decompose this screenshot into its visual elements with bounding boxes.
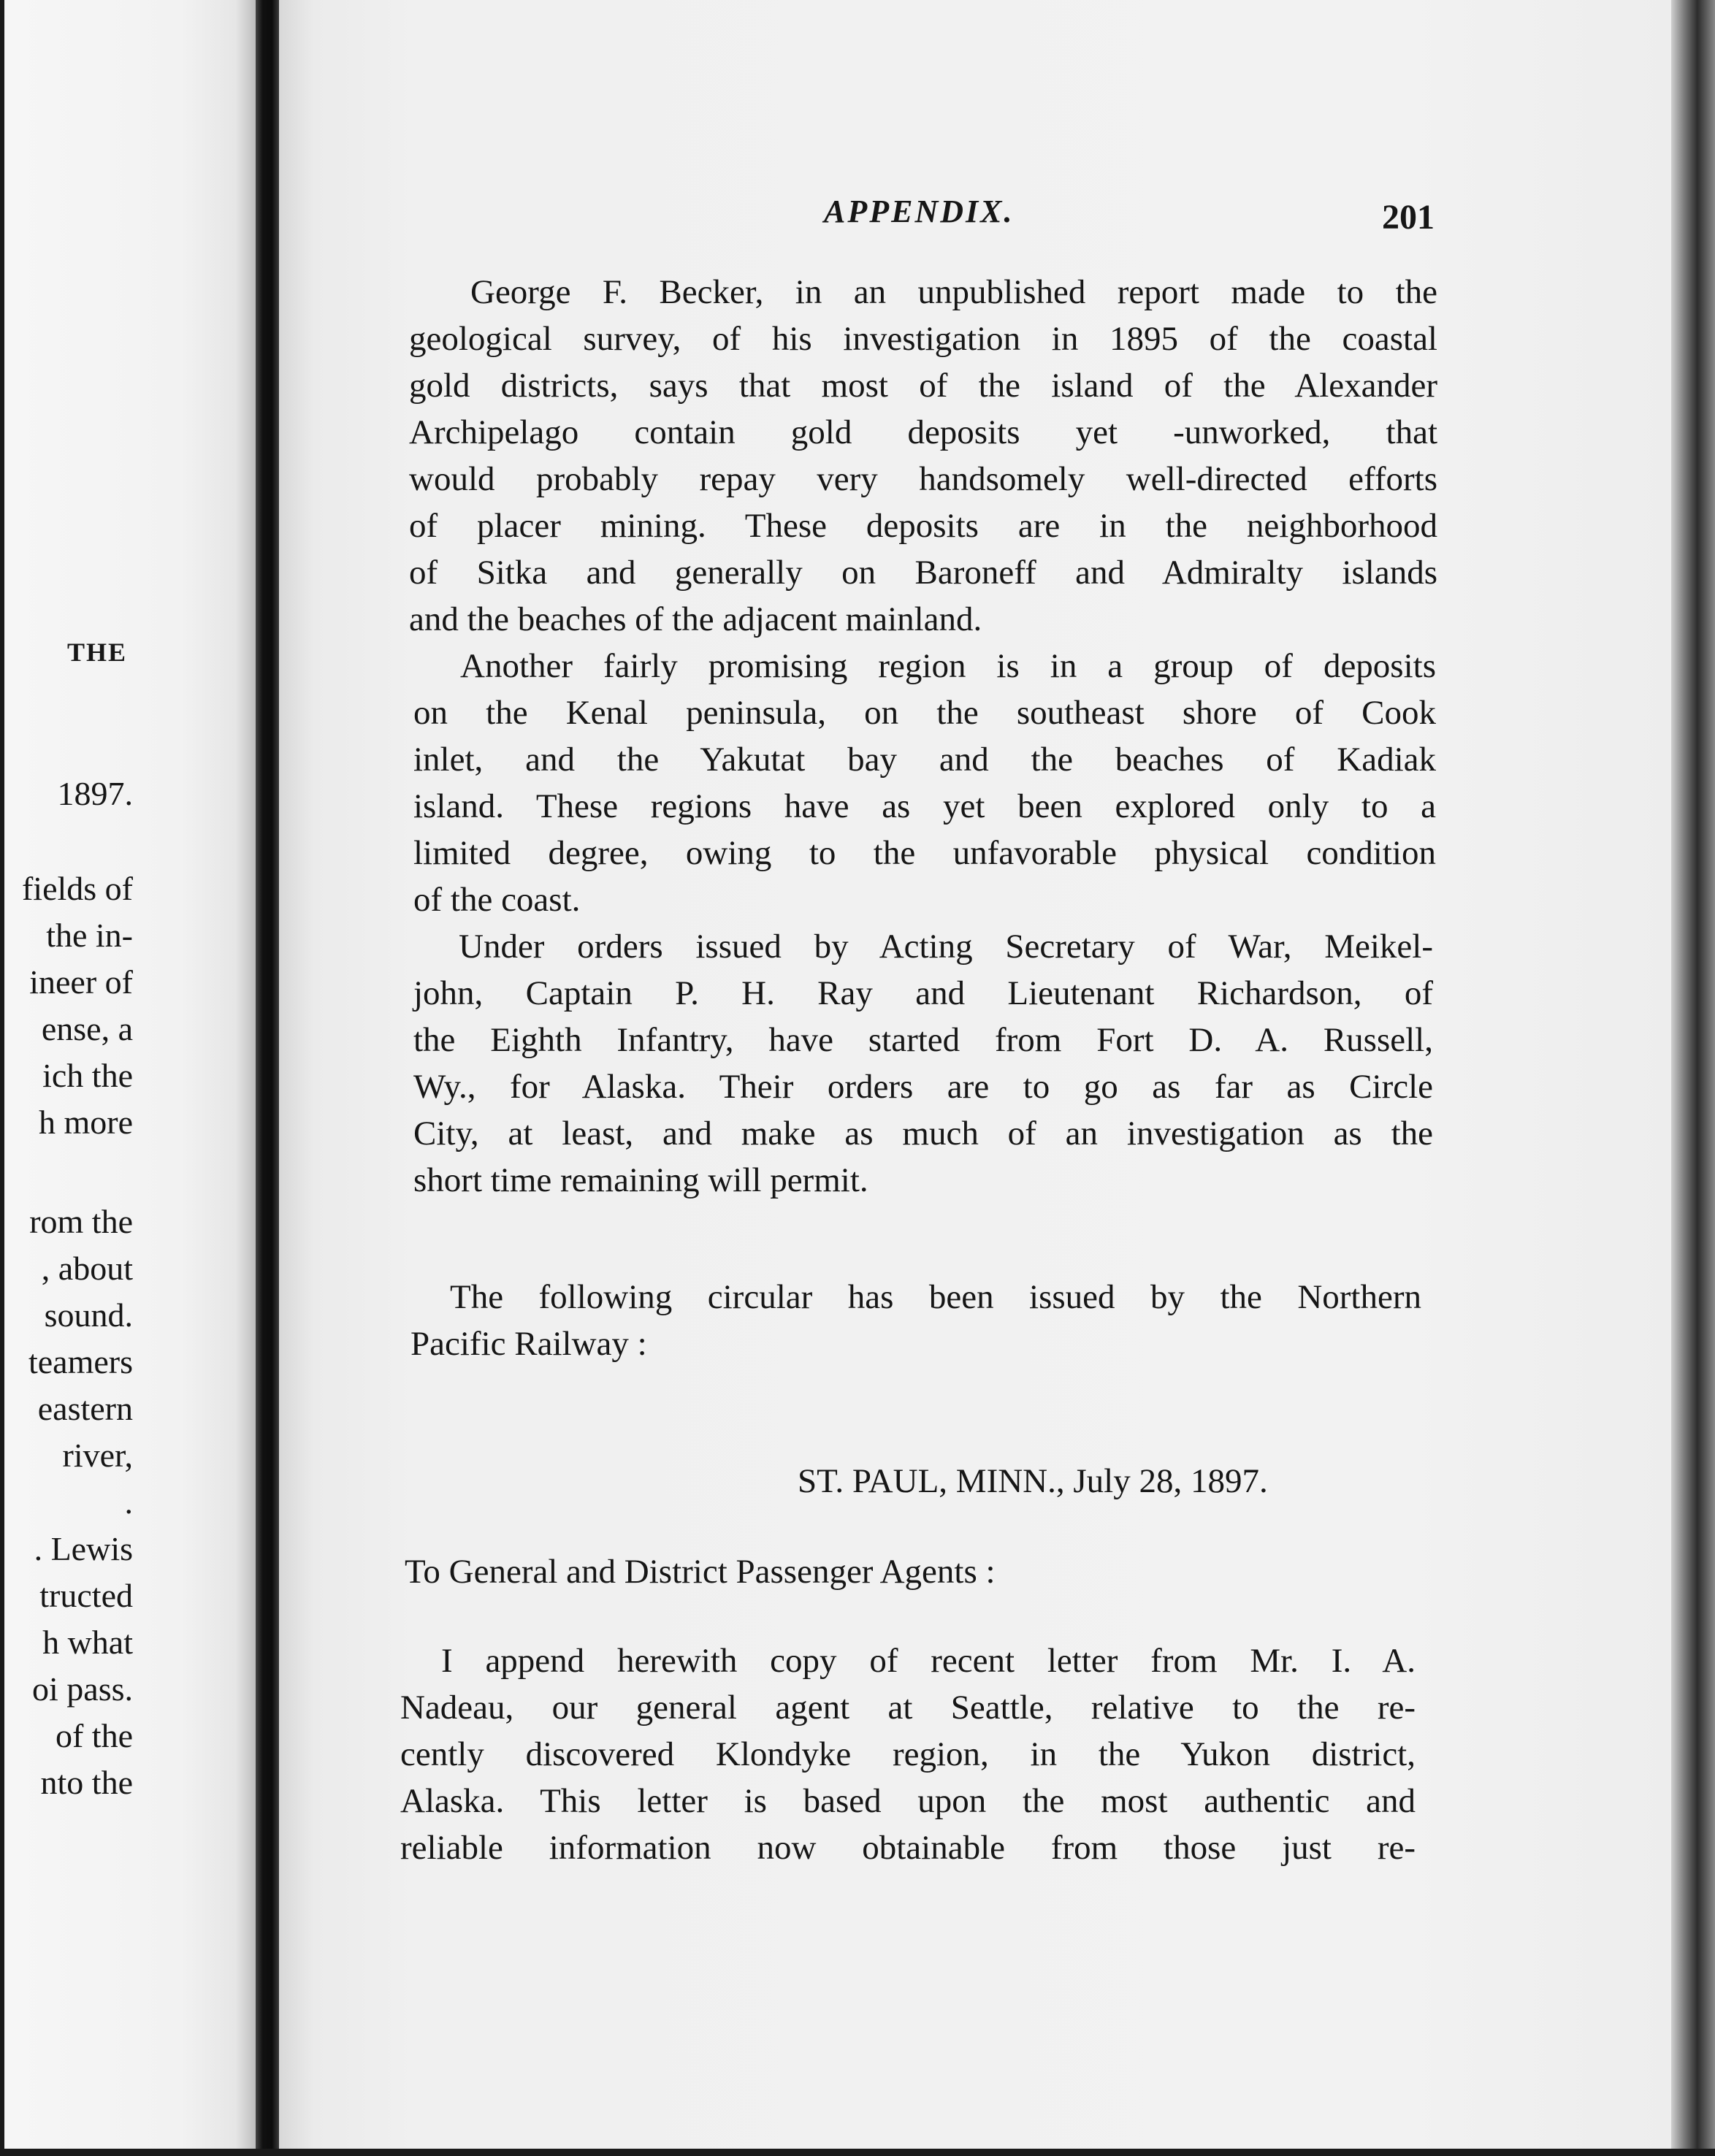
text-line: gold districts, says that most of the island of the Alexander <box>409 367 1437 405</box>
text-line: George F. Becker, in an unpublished report made to the <box>470 273 1437 311</box>
left-page-fragment: oi pass. <box>32 1670 133 1708</box>
scan-frame-bottom <box>0 2149 1715 2156</box>
text-line: would probably repay very handsomely well-directed efforts <box>409 460 1437 498</box>
left-page-fragment: of the <box>55 1717 133 1754</box>
text-line: Under orders issued by Acting Secretary of War, Meikel- <box>459 928 1433 966</box>
left-page-fragment: fields of <box>21 870 133 907</box>
text-line: the Eighth Infantry, have started from Fort D. A. Russell, <box>413 1021 1433 1059</box>
left-page-fragment: nto the <box>40 1764 133 1801</box>
page-edge <box>1671 0 1715 2149</box>
running-head: APPENDIX. <box>824 194 1015 229</box>
text-line: of Sitka and generally on Baroneff and Admiralty islands <box>409 554 1437 592</box>
left-page-fragment: ineer of <box>29 963 133 1001</box>
left-page-fragment: h what <box>42 1624 133 1661</box>
paragraph-army-orders <box>413 923 1433 1204</box>
text-line: and the beaches of the adjacent mainland. <box>409 600 982 638</box>
text-line: reliable information now obtainable from those just re- <box>400 1829 1416 1867</box>
left-page-fragment: eastern <box>37 1390 133 1427</box>
letter-salutation: To General and District Passenger Agents : <box>405 1553 996 1591</box>
text-line: limited degree, owing to the unfavorable physical condition <box>413 834 1436 872</box>
text-line: Alaska. This letter is based upon the most authentic and <box>400 1782 1416 1820</box>
text-line: cently discovered Klondyke region, in the Yukon district, <box>400 1735 1416 1773</box>
text-line: Archipelago contain gold deposits yet -unworked, that <box>409 413 1437 451</box>
text-line: Nadeau, our general agent at Seattle, relative to the re- <box>400 1689 1416 1727</box>
left-page-fragment: tructed <box>39 1577 133 1614</box>
text-line: Wy., for Alaska. Their orders are to go as far as Circle <box>413 1068 1433 1106</box>
left-page-fragment: THE <box>66 638 127 667</box>
left-page-fragment: the in- <box>46 917 133 954</box>
text-line: island. These regions have as yet been explored only to a <box>413 787 1436 825</box>
left-page-fragment: . <box>124 1483 133 1521</box>
paragraph-becker-report <box>409 269 1437 643</box>
left-page-fragment: river, <box>62 1437 133 1474</box>
letter-dateline: ST. PAUL, MINN., July 28, 1897. <box>798 1462 1268 1500</box>
paragraph-letter-body <box>400 1637 1416 1871</box>
left-page-fragment: ich the <box>42 1057 133 1094</box>
text-line: john, Captain P. H. Ray and Lieutenant Richardson, of <box>413 974 1433 1012</box>
text-line: of placer mining. These deposits are in the neighborhood <box>409 507 1437 545</box>
text-line: on the Kenal peninsula, on the southeast shore of Cook <box>413 694 1436 732</box>
text-line: I append herewith copy of recent letter from Mr. I. A. <box>441 1642 1416 1680</box>
text-line: short time remaining will permit. <box>413 1161 868 1199</box>
left-facing-page <box>4 0 256 2149</box>
left-page-fragment: ense, a <box>41 1010 133 1047</box>
text-line: The following circular has been issued by the Northern <box>450 1278 1421 1316</box>
text-line: of the coast. <box>413 881 581 919</box>
paragraph-circular-intro <box>410 1274 1421 1367</box>
left-page-fragment: 1897. <box>57 775 133 812</box>
paragraph-kenal-region <box>413 643 1436 923</box>
text-line: Pacific Railway : <box>410 1325 647 1363</box>
left-page-fragment: , about <box>41 1250 133 1287</box>
left-page-fragment: h more <box>38 1104 133 1141</box>
text-line: Another fairly promising region is in a group of deposits <box>460 647 1436 685</box>
text-line: City, at least, and make as much of an investigation as the <box>413 1115 1433 1152</box>
text-line: geological survey, of his investigation in 1895 of the coastal <box>409 320 1437 358</box>
left-page-fragment: sound. <box>44 1296 133 1334</box>
left-page-fragment: . Lewis <box>34 1530 133 1567</box>
page-number: 201 <box>1382 198 1435 237</box>
book-gutter <box>256 0 279 2149</box>
left-page-fragment: teamers <box>28 1343 133 1380</box>
text-line: inlet, and the Yakutat bay and the beaches of Kadiak <box>413 741 1436 779</box>
left-page-fragment: rom the <box>29 1203 133 1240</box>
